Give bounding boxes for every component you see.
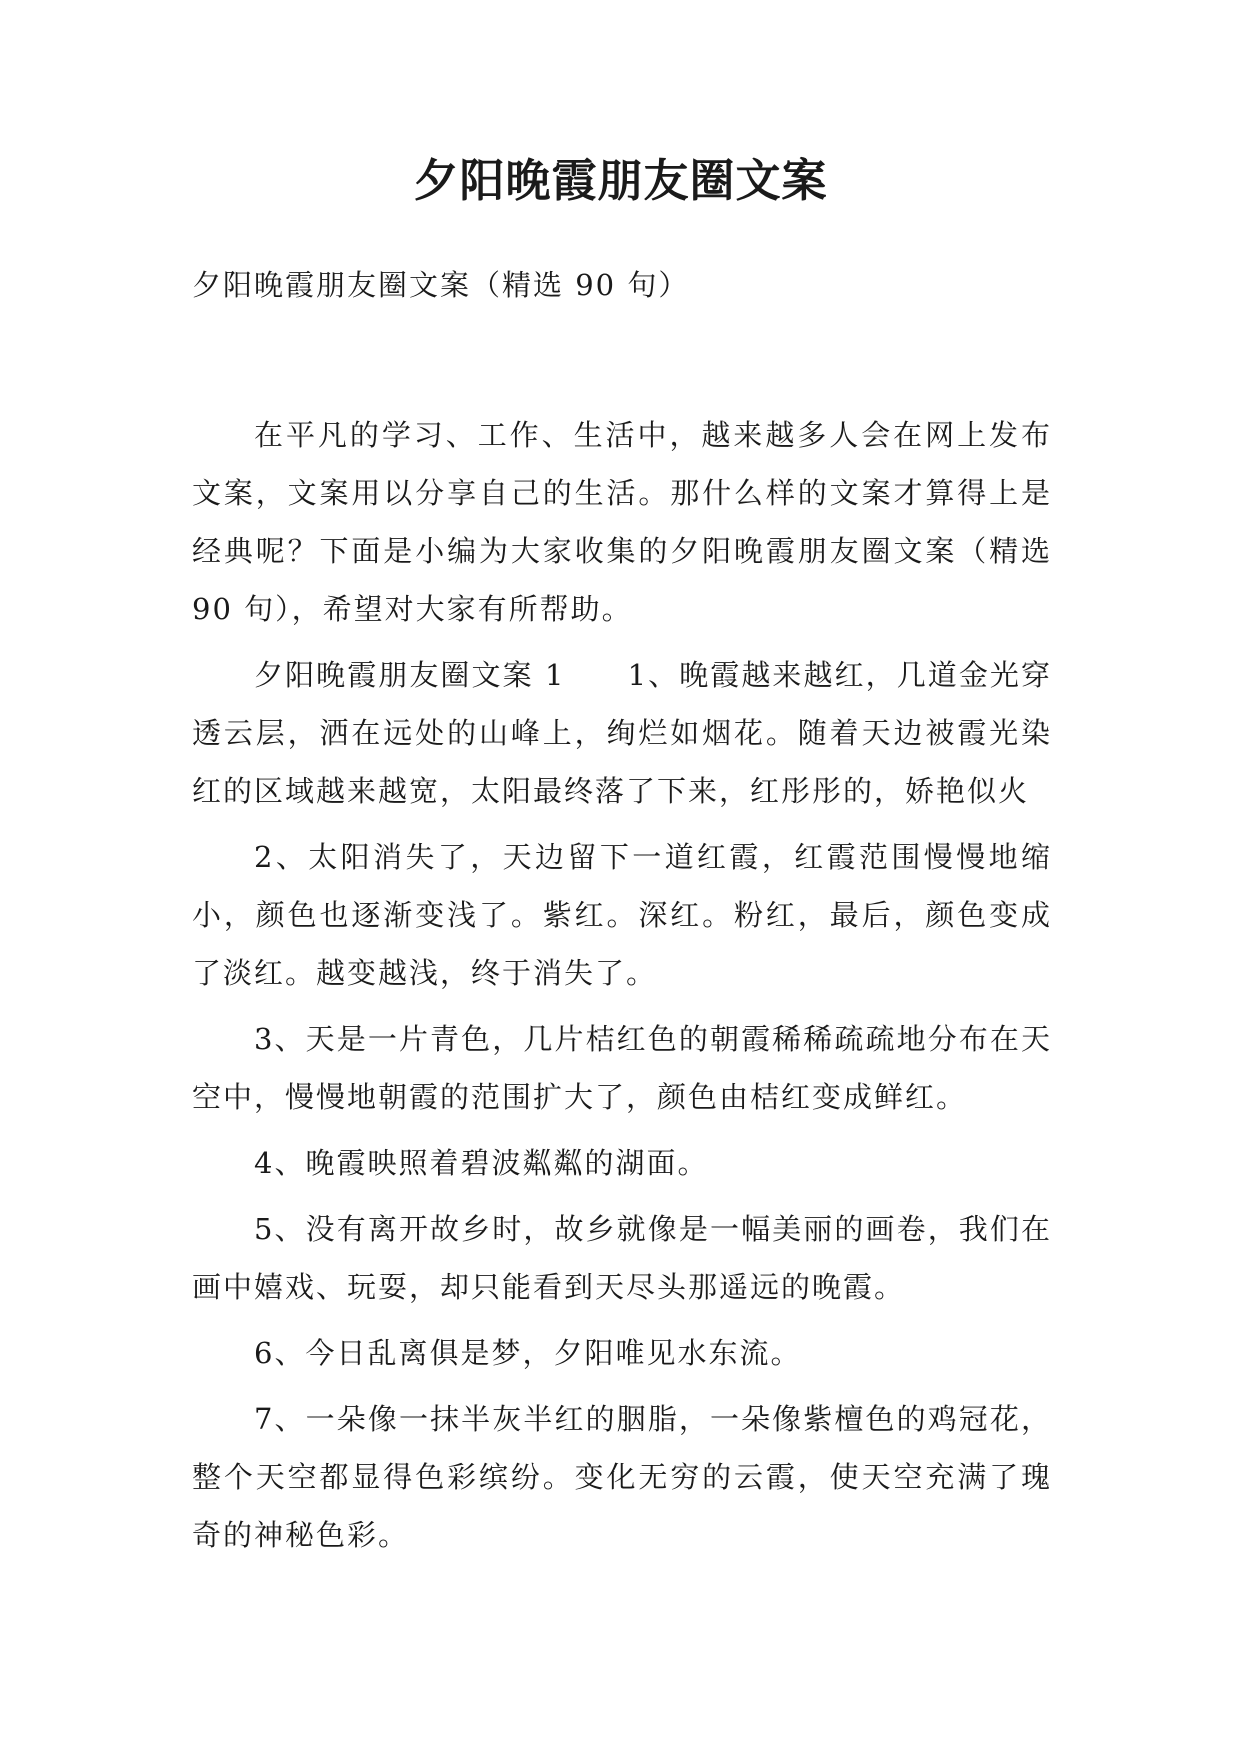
paragraph-item-6: 6、今日乱离俱是梦，夕阳唯见水东流。 [254,1336,802,1370]
document-body [192,406,1052,1572]
paragraph-item-4: 4、晚霞映照着碧波粼粼的湖面。 [254,1146,709,1180]
paragraph-item-1: 夕阳晚霞朋友圈文案 1 1、晚霞越来越红，几道金光穿透云层，洒在远处的山峰上，绚烂如烟花。随着天边被霞光染红的区域越来越宽，太阳最终落了下来，红彤彤的，娇艳似火 [192,658,1052,808]
paragraph-item-5: 5、没有离开故乡时，故乡就像是一幅美丽的画卷，我们在画中嬉戏、玩耍，却只能看到天尽头那遥远的晚霞。 [192,1212,1052,1304]
paragraph-item-2: 2、太阳消失了，天边留下一道红霞，红霞范围慢慢地缩小，颜色也逐渐变浅了。紫红。深红。粉红，最后，颜色变成了淡红。越变越浅，终于消失了。 [192,840,1052,990]
paragraph-item-7: 7、一朵像一抹半灰半红的胭脂，一朵像紫檀色的鸡冠花，整个天空都显得色彩缤纷。变化无穷的云霞，使天空充满了瑰奇的神秘色彩。 [192,1402,1052,1552]
document-title: 夕阳晚霞朋友圈文案 [413,154,828,207]
document-subtitle: 夕阳晚霞朋友圈文案（精选 90 句） [192,268,690,302]
paragraph-intro: 在平凡的学习、工作、生活中，越来越多人会在网上发布文案，文案用以分享自己的生活。那什么样的文案才算得上是经典呢？下面是小编为大家收集的夕阳晚霞朋友圈文案（精选 90 句），希望对大家有所帮助。 [192,418,1052,626]
paragraph-item-3: 3、天是一片青色，几片桔红色的朝霞稀稀疏疏地分布在天空中，慢慢地朝霞的范围扩大了，颜色由桔红变成鲜红。 [192,1022,1052,1114]
